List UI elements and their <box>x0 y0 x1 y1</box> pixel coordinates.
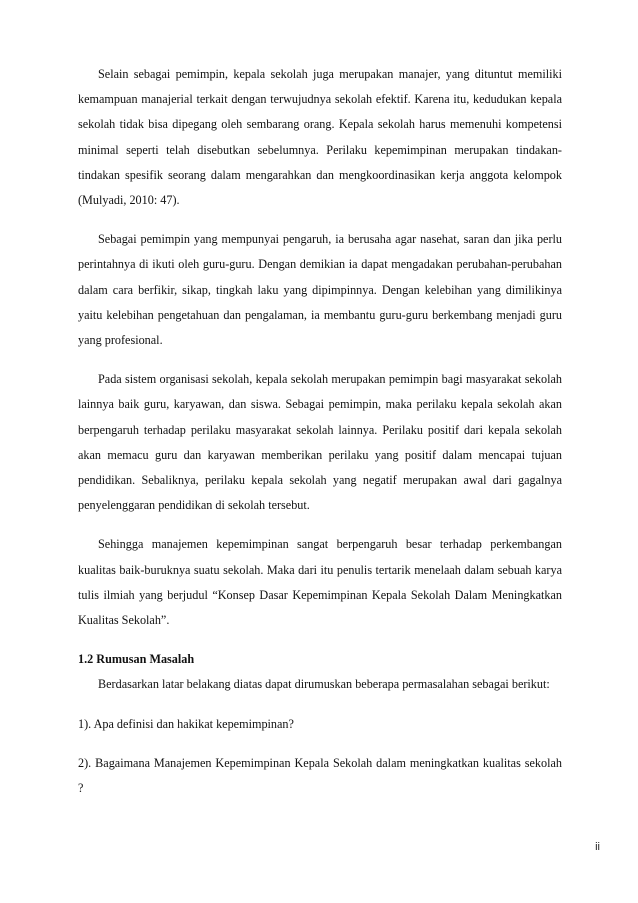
page-content <box>78 62 562 815</box>
question-item-1: 1). Apa definisi dan hakikat kepemimpinan? <box>78 716 294 731</box>
paragraph-school-organization: Pada sistem organisasi sekolah, kepala sekolah merupakan pemimpin bagi masyarakat sekolah lainnya baik guru, karyawan, dan siswa. Sebagai pemimpin, maka perilaku kepala sekolah akan berpengaruh terhadap perilaku masyarakat sekolah lainnya. Perilaku positif dari kepala sekolah akan memacu guru dan karyawan memberikan perilaku yang positif dalam mencapai tujuan pendidikan. Sebaliknya, perilaku kepala sekolah yang negatif merupakan awal dari gagalnya penyelenggaran pendidikan di sekolah tersebut. <box>78 372 562 513</box>
paragraph-manager-role: Selain sebagai pemimpin, kepala sekolah juga merupakan manajer, yang dituntut memiliki kemampuan manajerial terkait dengan terwujudnya sekolah efektif. Karena itu, kedudukan kepala sekolah tidak bisa dipegang oleh sembarang orang. Kepala sekolah harus memenuhi kompetensi minimal seperti telah disebutkan sebelumnya. Perilaku kepemimpinan merupakan tindakan-tindakan spesifik seorang dalam mengarahkan dan mengkoordinasikan kerja anggota kelompok (Mulyadi, 2010: 47). <box>78 67 562 208</box>
question-item-2: 2). Bagaimana Manajemen Kepemimpinan Kepala Sekolah dalam meningkatkan kualitas sekolah ? <box>78 755 562 796</box>
paragraph-leader-influence: Sebagai pemimpin yang mempunyai pengaruh, ia berusaha agar nasehat, saran dan jika perlu perintahnya di ikuti oleh guru-guru. Dengan demikian ia dapat mengadakan perubahan-perubahan dalam cara berfikir, sikap, tingkah laku yang dipimpinnya. Dengan kelebihan yang dimilikinya yaitu kelebihan pengetahuan dan pengalaman, ia membantu guru-guru berkembang menjadi guru yang profesional. <box>78 232 562 348</box>
page-number: ii <box>595 841 600 853</box>
section-intro: Berdasarkan latar belakang diatas dapat dirumuskan beberapa permasalahan sebagai berikut: <box>98 677 550 692</box>
paragraph-conclusion: Sehingga manajemen kepemimpinan sangat berpengaruh besar terhadap perkembangan kualitas baik-buruknya suatu sekolah. Maka dari itu penulis tertarik menelaah dalam sebuah karya tulis ilmiah yang berjudul “Konsep Dasar Kepemimpinan Kepala Sekolah Dalam Meningkatkan Kualitas Sekolah”. <box>78 537 562 628</box>
section-heading: 1.2 Rumusan Masalah <box>78 652 195 667</box>
